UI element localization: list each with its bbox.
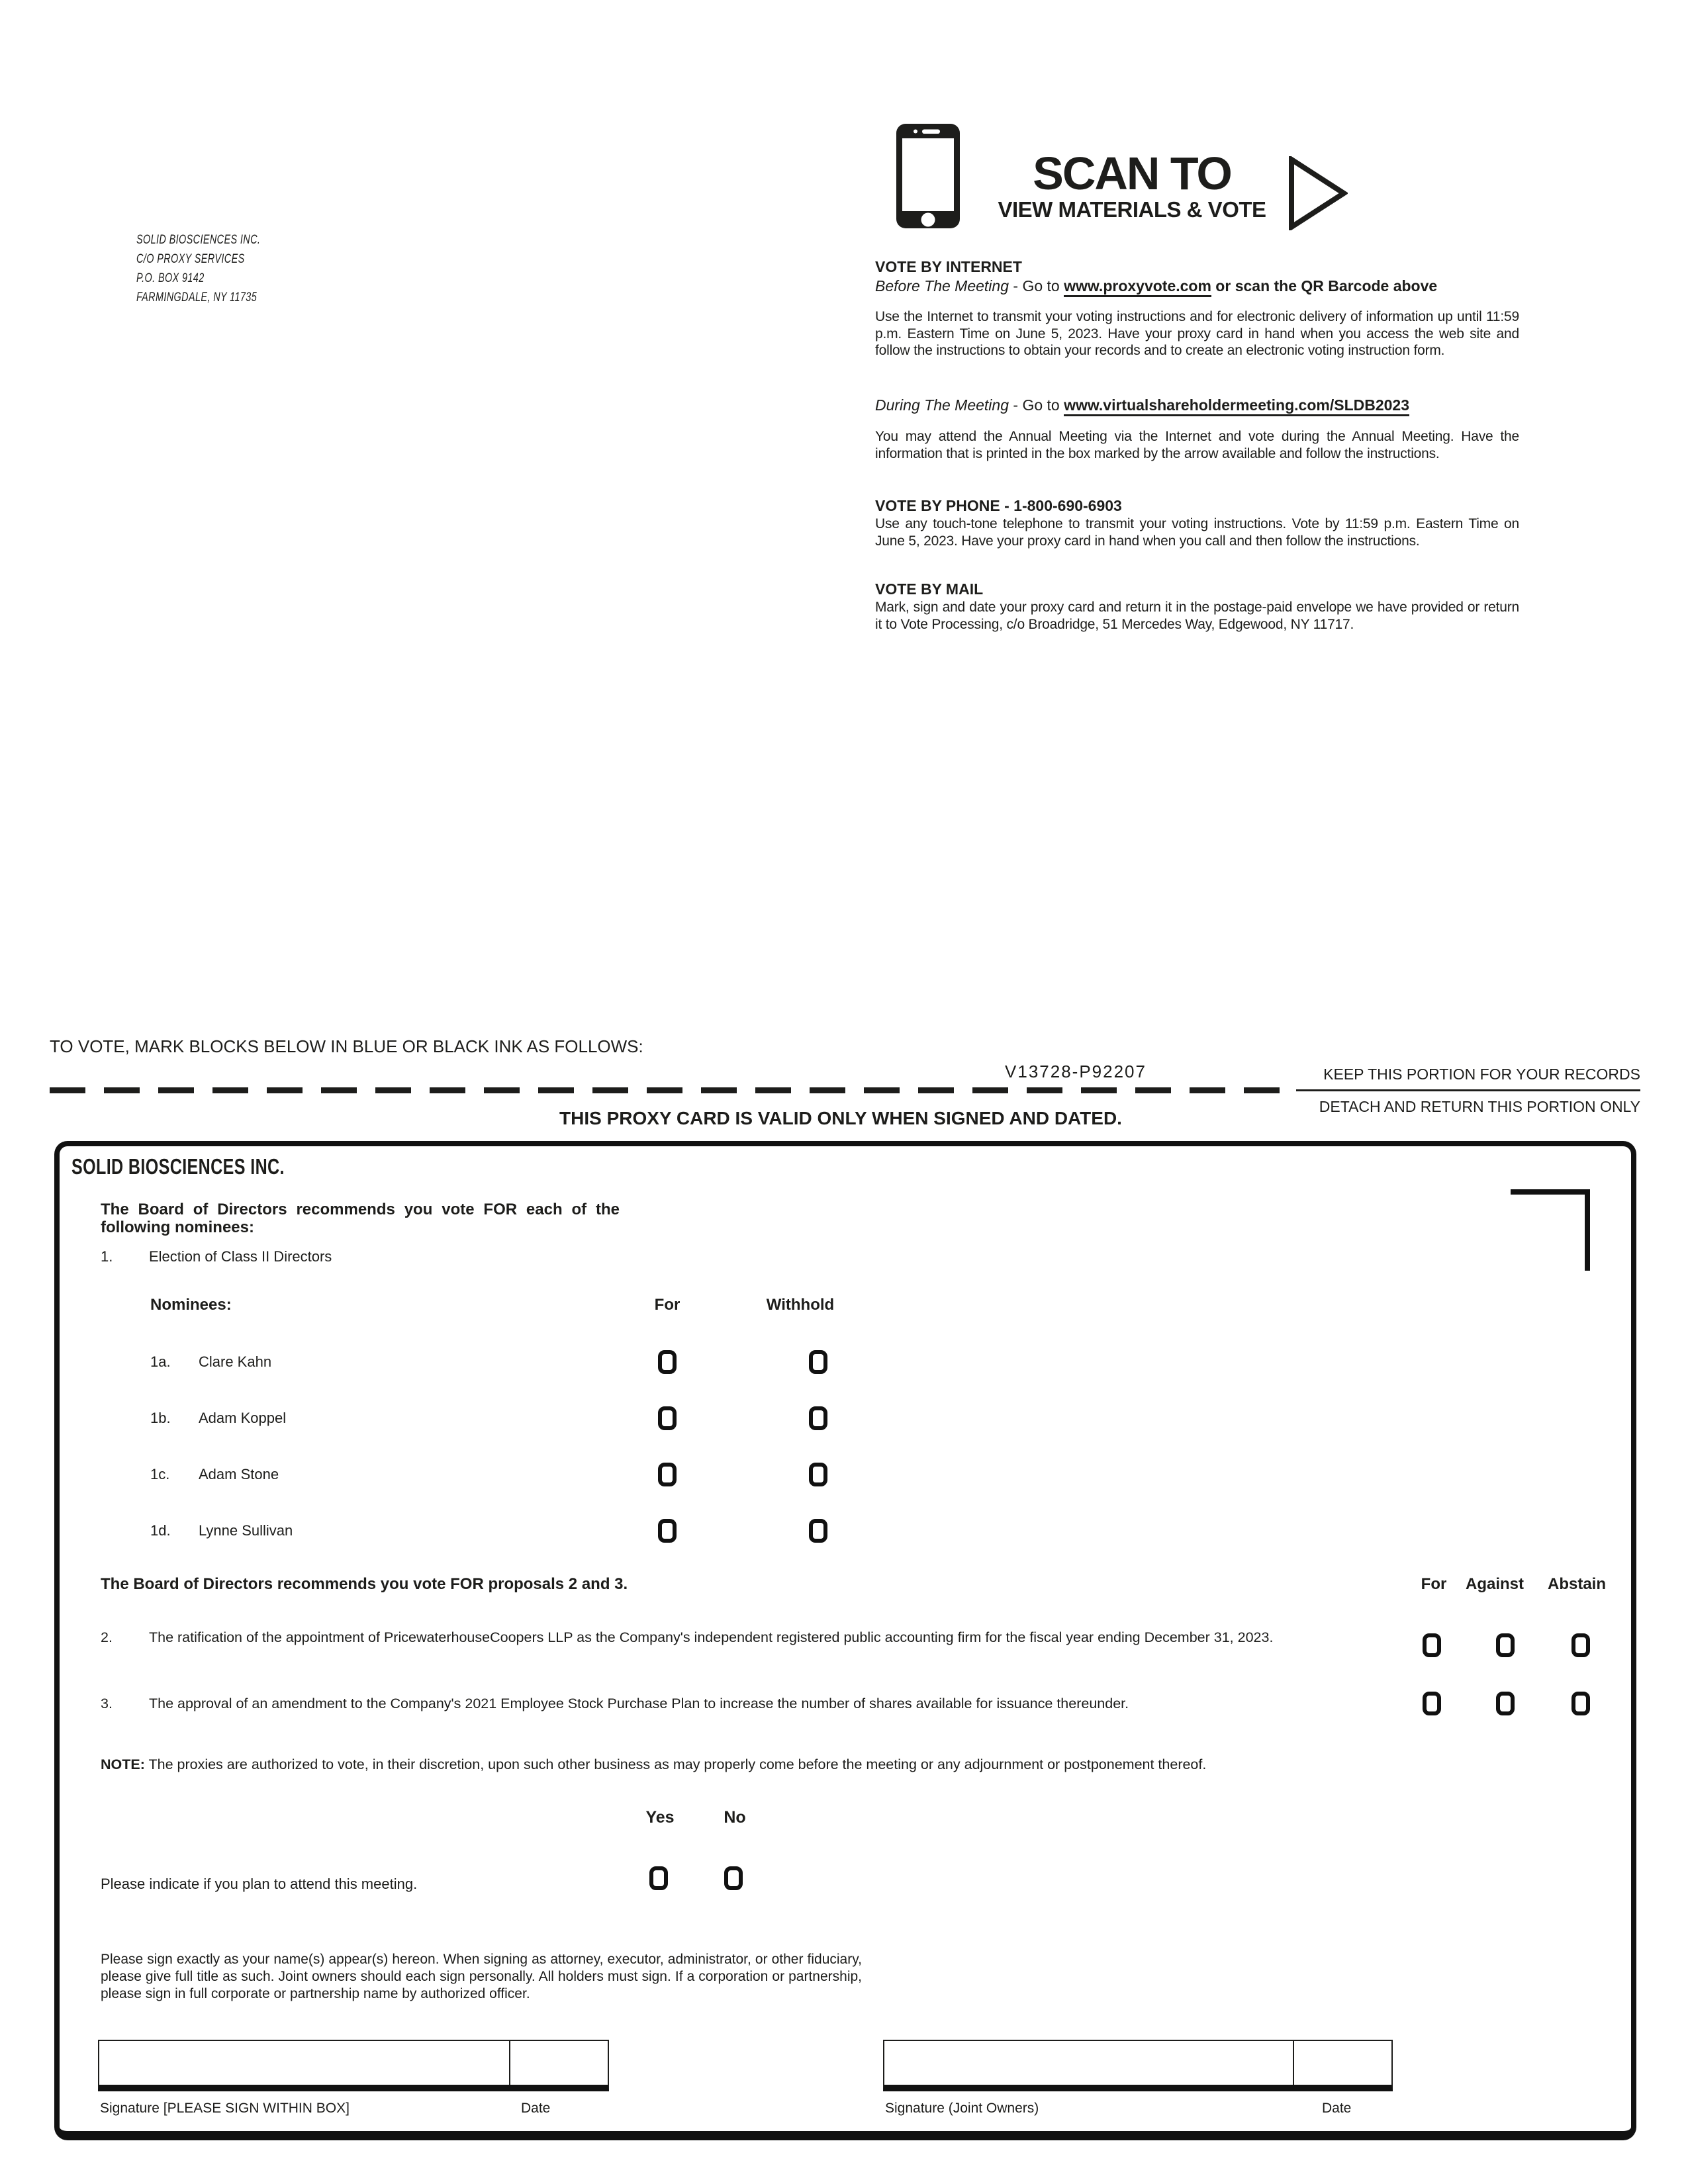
signature-1-date-label: Date — [521, 2101, 551, 2116]
checkbox-proposal-3-for[interactable] — [1423, 1692, 1441, 1715]
checkbox-nominee-1b-for[interactable] — [658, 1406, 677, 1430]
before-meeting-tail: or scan the QR Barcode above — [1211, 277, 1438, 295]
mailing-address — [136, 230, 260, 307]
checkbox-proposal-2-for[interactable] — [1423, 1633, 1441, 1657]
checkbox-nominee-1c-withhold[interactable] — [809, 1463, 827, 1486]
checkbox-nominee-1a-withhold[interactable] — [809, 1350, 827, 1374]
column-header-for-2: For — [1421, 1575, 1447, 1593]
nominee-number: 1a. — [150, 1353, 171, 1370]
vote-by-mail-heading: VOTE BY MAIL — [875, 580, 984, 598]
mark-blocks-instruction: TO VOTE, MARK BLOCKS BELOW IN BLUE OR BLACK INK AS FOLLOWS: — [50, 1036, 643, 1056]
perforation-dashed-line — [50, 1087, 1286, 1093]
annual-meeting-paragraph: You may attend the Annual Meeting via the Internet and vote during the Annual Meeting. Have the information that is printed in the box marked by the arrow available and follow the instructions. — [875, 429, 1519, 461]
virtual-meeting-link[interactable]: www.virtualshareholdermeeting.com/SLDB2023 — [1064, 396, 1409, 416]
nominee-name: Adam Stone — [199, 1466, 279, 1482]
signature-box-2 — [883, 2040, 1393, 2091]
during-meeting-label: During The Meeting — [875, 396, 1009, 414]
attend-meeting-text: Please indicate if you plan to attend this meeting. — [101, 1876, 418, 1892]
signature-2-label: Signature (Joint Owners) — [885, 2101, 1039, 2116]
proposal-3-number: 3. — [101, 1696, 113, 1711]
proposal-2-text: The ratification of the appointment of PricewaterhouseCoopers LLP as the Company's independent registered public accounting firm for the fiscal year ending December 31, 2023. — [149, 1629, 1274, 1645]
note-text: The proxies are authorized to vote, in their discretion, upon such other business as may properly come before the meeting or any adjournment or postponement thereof. — [144, 1756, 1207, 1772]
internet-paragraph: Use the Internet to transmit your voting instructions and for electronic delivery of information up until 11:59 p.m. Eastern Time on June 5, 2023. Have your proxy card in hand when you access the web site and follow the instructions to obtain your records and to create an electronic voting instruction form. — [875, 309, 1519, 358]
mail-paragraph: Mark, sign and date your proxy card and return it in the postage-paid envelope we have provided or return it to Vote Processing, c/o Broadridge, 51 Mercedes Way, Edgewood, NY 11717. — [875, 600, 1519, 632]
checkbox-proposal-2-abstain[interactable] — [1571, 1633, 1590, 1657]
signature-box-1 — [98, 2040, 609, 2091]
proposal-1-number: 1. — [101, 1248, 113, 1265]
scan-banner-subtitle: VIEW MATERIALS & VOTE — [998, 197, 1266, 222]
sign-instructions: Please sign exactly as your name(s) appear(s) hereon. When signing as attorney, executor, administrator, or other fiduciary, please give full title as such. Joint owners should each sign personally. All holders must sign. If a corporation or partnership, please sign in full corporate or partnership name by authorized officer. — [101, 1952, 862, 2001]
column-header-no: No — [724, 1808, 746, 1827]
detach-portion-label: DETACH AND RETURN THIS PORTION ONLY — [1319, 1098, 1640, 1115]
signature-1-label: Signature [PLEASE SIGN WITHIN BOX] — [100, 2101, 350, 2116]
keep-portion-label: KEEP THIS PORTION FOR YOUR RECORDS — [1323, 1066, 1640, 1083]
during-meeting-line — [875, 396, 1519, 414]
signature-2-date-label: Date — [1322, 2101, 1352, 2116]
board-recommendation-proposals: The Board of Directors recommends you vote FOR proposals 2 and 3. — [101, 1575, 628, 1593]
nominee-number: 1b. — [150, 1410, 171, 1426]
checkbox-nominee-1b-withhold[interactable] — [809, 1406, 827, 1430]
scan-banner — [980, 148, 1284, 222]
proposal-3-text: The approval of an amendment to the Company's 2021 Employee Stock Purchase Plan to increase the number of shares available for issuance thereunder. — [149, 1696, 1129, 1711]
note-label: NOTE: — [101, 1756, 145, 1772]
address-line: P.O. BOX 9142 — [136, 271, 205, 285]
nominees-label: Nominees: — [150, 1296, 232, 1314]
proxyvote-link[interactable]: www.proxyvote.com — [1064, 277, 1211, 297]
checkbox-nominee-1d-withhold[interactable] — [809, 1519, 827, 1543]
proposal-2-number: 2. — [101, 1629, 113, 1645]
go-to-text: - Go to — [1009, 277, 1064, 295]
nominee-name: Adam Koppel — [199, 1410, 287, 1426]
date-field-1[interactable] — [509, 2041, 608, 2085]
nominee-name: Lynne Sullivan — [199, 1522, 293, 1539]
phone-paragraph: Use any touch-tone telephone to transmit your voting instructions. Vote by 11:59 p.m. Eastern Time on June 5, 2023. Have your proxy card in hand when you call and then follow the instructions. — [875, 516, 1519, 549]
corner-alignment-mark — [1511, 1189, 1590, 1271]
checkbox-proposal-3-against[interactable] — [1496, 1692, 1515, 1715]
control-number: V13728-P92207 — [1005, 1062, 1147, 1081]
checkbox-nominee-1a-for[interactable] — [658, 1350, 677, 1374]
column-header-for: For — [654, 1296, 680, 1314]
proposal-1-text: Election of Class II Directors — [149, 1248, 332, 1265]
nominee-number: 1c. — [150, 1466, 170, 1482]
address-line: SOLID BIOSCIENCES INC. — [136, 233, 261, 247]
column-header-withhold: Withhold — [766, 1296, 835, 1314]
card-company-name: SOLID BIOSCIENCES INC. — [71, 1154, 285, 1179]
vote-by-phone-heading: VOTE BY PHONE - 1-800-690-6903 — [875, 497, 1122, 514]
checkbox-nominee-1c-for[interactable] — [658, 1463, 677, 1486]
nominee-name: Clare Kahn — [199, 1353, 272, 1370]
address-line: C/O PROXY SERVICES — [136, 252, 245, 266]
column-header-against: Against — [1465, 1575, 1524, 1593]
scan-banner-title: SCAN TO — [1033, 148, 1231, 199]
address-line: FARMINGDALE, NY 11735 — [136, 291, 258, 304]
signature-field-1[interactable] — [99, 2041, 509, 2085]
before-meeting-label: Before The Meeting — [875, 277, 1009, 295]
smartphone-icon — [896, 124, 960, 232]
checkbox-attend-no[interactable] — [724, 1866, 743, 1890]
checkbox-attend-yes[interactable] — [649, 1866, 668, 1890]
signature-field-2[interactable] — [884, 2041, 1293, 2085]
checkbox-nominee-1d-for[interactable] — [658, 1519, 677, 1543]
go-to-text: - Go to — [1009, 396, 1064, 414]
checkbox-proposal-2-against[interactable] — [1496, 1633, 1515, 1657]
nominee-number: 1d. — [150, 1522, 171, 1539]
column-header-abstain: Abstain — [1547, 1575, 1606, 1593]
vote-by-internet-heading: VOTE BY INTERNET — [875, 258, 1022, 275]
board-recommendation-nominees: The Board of Directors recommends you vote FOR each of the following nominees: — [101, 1201, 620, 1236]
valid-when-signed-label: THIS PROXY CARD IS VALID ONLY WHEN SIGNED AND DATED. — [559, 1108, 1122, 1128]
arrow-right-icon — [1288, 156, 1348, 234]
keep-portion-rule — [1296, 1089, 1640, 1091]
note-line — [101, 1756, 1365, 1773]
date-field-2[interactable] — [1293, 2041, 1391, 2085]
before-meeting-line — [875, 277, 1519, 295]
checkbox-proposal-3-abstain[interactable] — [1571, 1692, 1590, 1715]
column-header-yes: Yes — [645, 1808, 675, 1827]
